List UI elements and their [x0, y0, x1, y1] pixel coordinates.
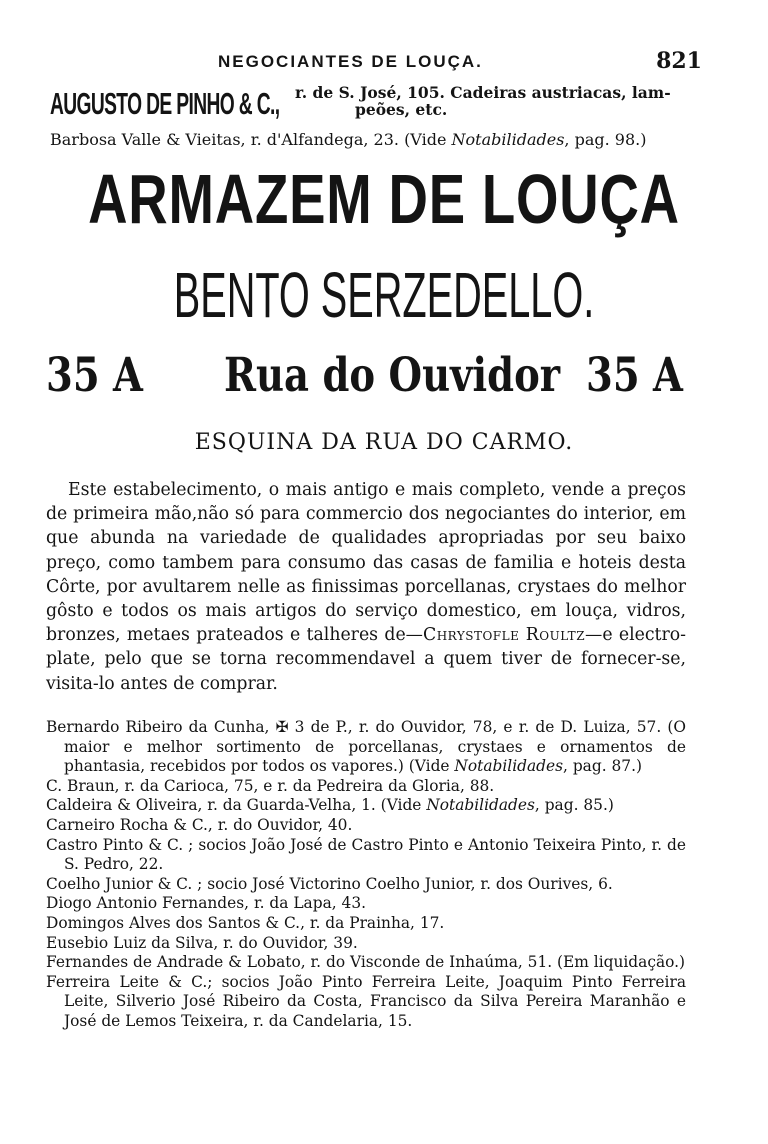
advert-number-left: 35 A — [46, 348, 143, 403]
list-item-eusebio: Eusebio Luiz da Silva, r. do Ouvidor, 39. — [46, 933, 358, 952]
list-item-caldeira — [46, 796, 686, 816]
advert-text-part1: Este estabelecimento, o mais antigo e mais completo, vende a preços de primeira mão,não só para commercio dos negociantes do interior, em que abunda na variedade de qualidades apropriadas por seu baixo preço, como tambem para consumo das casas de familia e hoteis desta Côrte, por avultarem nelle as finissimas porcellanas, crystaes do melhor gôsto e todos os mais artigos do serviço domestico, em louça, vidros, bronzes, metaes prateados e talheres de— — [46, 480, 686, 646]
entry-augusto-address — [295, 84, 725, 118]
list-item-ferreira: Ferreira Leite & C.; socios João Pinto Ferreira Leite, Joaquim Pinto Ferreira Leite, Silverio José Ribeiro da Costa, Francisco da Silva Pereira Maranhão e José de Lemos Teixeira, r. da Candelaria, 15. — [46, 972, 686, 1030]
running-title: NEGOCIANTES DE LOUÇA. — [218, 52, 483, 71]
entry-barbosa-ref: Notabilidades — [451, 130, 565, 149]
advert-corner: ESQUINA DA RUA DO CARMO. — [194, 430, 574, 455]
entry-augusto-address-line1: r. de S. José, 105. Cadeiras austriacas, lam- — [295, 83, 671, 102]
advert-street: Rua do Ouvidor — [224, 348, 561, 403]
list-item-diogo: Diogo Antonio Fernandes, r. da Lapa, 43. — [46, 894, 367, 913]
advert-number-right: 35 A — [586, 348, 683, 403]
list-item-ref: Notabilidades — [454, 757, 564, 776]
entry-augusto-de-pinho — [50, 82, 690, 126]
list-item-castro: Castro Pinto & C. ; socios João José de Castro Pinto e Antonio Teixeira Pinto, r. de S. Pedro, 22. — [46, 835, 686, 874]
advert-address — [46, 348, 696, 408]
list-item-domingos: Domingos Alves dos Santos & C., r. da Prainha, 17. — [46, 913, 445, 932]
list-item-fernandes: Fernandes de Andrade & Lobato, r. do Visconde de Inhaúma, 51. (Em liquidação.) — [46, 953, 686, 972]
list-item-bernardo — [46, 718, 686, 777]
entry-barbosa-text: Barbosa Valle & Vieitas, r. d'Alfandega, 23. (Vide — [50, 130, 452, 149]
list-item-coelho: Coelho Junior & C. ; socio José Victorino Coelho Junior, r. dos Ourives, 6. — [46, 874, 613, 893]
merchant-listing — [46, 718, 686, 1032]
list-item-text: Caldeira & Oliveira, r. da Guarda-Velha, 1. (Vide — [46, 796, 427, 815]
advert-text-part2: —e electro-plate, pelo que se torna recommendavel a quem tiver de fornecer-se, visita-lo antes de comprar. — [46, 625, 686, 694]
advert-owner: BENTO SERZEDELLO. — [173, 259, 595, 331]
advert-brand-roultz: Roultz — [525, 625, 586, 646]
advert-paragraph — [46, 478, 686, 696]
running-head — [0, 48, 768, 78]
list-item-ref: Notabilidades — [426, 796, 535, 815]
advert-title: ARMAZEM DE LOUÇA — [88, 160, 680, 238]
list-item-carneiro: Carneiro Rocha & C., r. do Ouvidor, 40. — [46, 815, 353, 834]
page-number: 821 — [656, 48, 702, 74]
entry-barbosa-page: , pag. 98.) — [564, 130, 647, 149]
entry-augusto-address-line2: peões, etc. — [355, 100, 448, 119]
entry-augusto-name: AUGUSTO DE PINHO & C., — [50, 86, 280, 121]
advert-body — [46, 478, 686, 696]
list-item-braun: C. Braun, r. da Carioca, 75, e r. da Pedreira da Gloria, 88. — [46, 776, 495, 795]
advert-brand-chrystofle: Chrystofle — [422, 625, 520, 646]
list-item-text: Bernardo Ribeiro da Cunha, ✠ 3 de P., r. do Ouvidor, 78, e r. de D. Luiza, 57. (O maior e melhor sortimento de porcellanas, crystaes e ornamentos de phantasia, recebidos por todos os vapores.) (Vide — [46, 718, 686, 776]
list-item-page: , pag. 85.) — [534, 796, 614, 815]
list-item-page: , pag. 87.) — [563, 757, 642, 776]
entry-barbosa-valle — [50, 130, 730, 149]
